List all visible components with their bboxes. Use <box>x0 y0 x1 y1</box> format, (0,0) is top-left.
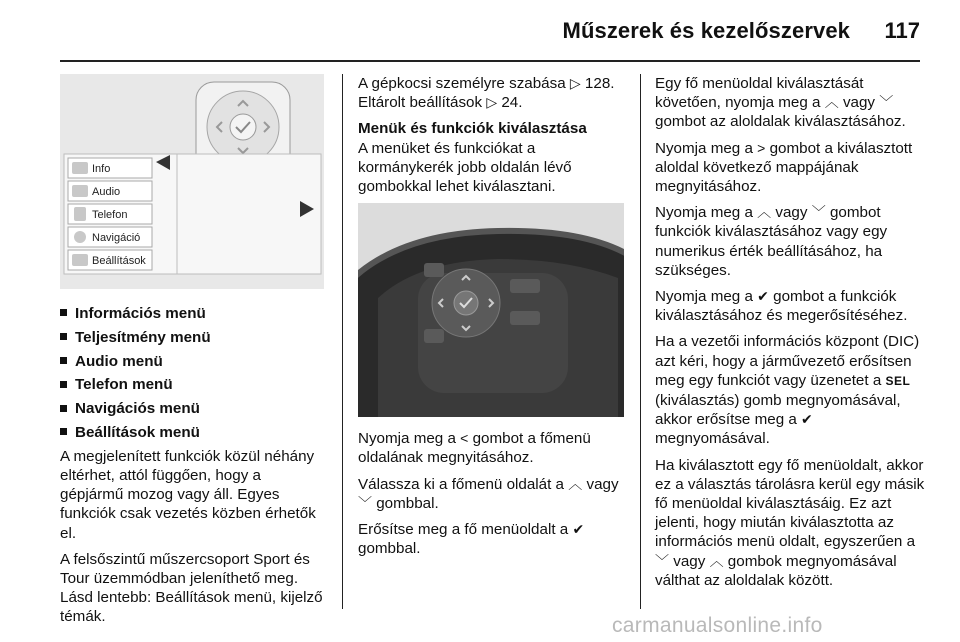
paragraph: Nyomja meg a ︿ vagy ﹀ gombot funkciók kiválasztásához vagy egy numerikus érték beállításához, ha szükséges. <box>655 204 888 279</box>
chevron-right-icon: > <box>757 139 766 156</box>
page-title: Műszerek és kezelőszervek <box>562 18 850 43</box>
menu-bullet-list <box>60 304 328 447</box>
paragraph: Válassza ki a főmenü oldalát a ︿ vagy ﹀ gombbal. <box>358 475 619 512</box>
header-rule <box>60 60 920 62</box>
list-item: Navigációs menü <box>60 399 328 423</box>
steering-wheel-figure <box>358 203 624 417</box>
car-icon <box>72 162 88 174</box>
display-menu-list <box>68 158 152 270</box>
list-item: Audio menü <box>60 352 328 376</box>
page-header <box>0 0 960 62</box>
column-2 <box>358 74 626 565</box>
list-item: Telefon menü <box>60 375 328 399</box>
paragraph: Ha a vezetői információs központ (DIC) azt kéri, hogy a járművezető erősítsen meg egy funkciót vagy üzenetet a SEL (kiválasztás) gomb megnyomásával, akkor erősítse meg a ✔ megnyomásával. <box>655 333 920 448</box>
paragraph: Nyomja meg a < gombot a főmenü oldalának megnyitásához. <box>358 430 591 467</box>
section-heading: Menük és funkciók kiválasztása <box>358 120 587 138</box>
column-3 <box>655 74 925 597</box>
menu-label: Audio <box>92 186 121 198</box>
column-1 <box>60 74 328 634</box>
paragraph: Nyomja meg a ✔ gombot a funkciók kiválasztásához és megerősítéséhez. <box>655 288 908 325</box>
checkmark-icon: ✔ <box>572 521 585 538</box>
phone-icon <box>74 207 86 221</box>
paragraph: Nyomja meg a > gombot a kiválasztott aloldal következő mappájának megnyitásához. <box>655 139 913 196</box>
settings-icon <box>72 254 88 266</box>
paragraph: Erősítse meg a fő menüoldalt a ✔ gombbal. <box>358 521 585 558</box>
reference-arrow-icon: ▷ <box>486 94 498 111</box>
checkmark-icon: ✔ <box>757 288 769 305</box>
paragraph: A menüket és funkciókat a kormánykerék jobb oldalán lévő gombokkal lehet kiválasztani. <box>358 139 572 196</box>
chevron-down-icon: ﹀ <box>879 94 894 111</box>
display-menu-figure <box>60 74 324 289</box>
list-item: Beállítások menü <box>60 423 328 447</box>
paragraph: Ha kiválasztott egy fő menüoldalt, akkor ez a választás tárolásra kerül egy másik fő menüoldal kiválasztásáig. Ez azt jelenti, hogy miután kiválasztotta az információs menü oldalt, egyszerűen a ﹀ vagy ︿ gombok megnyomásával válthat az aloldalak között. <box>655 456 925 589</box>
paragraph: A megjelenített funkciók közül néhány eltérhet, attól függően, hogy a gépjármű mozog vagy áll. Egyes funkciók csak vezetés közben érhetők el. <box>60 447 316 542</box>
chevron-down-icon: ﹀ <box>358 494 372 511</box>
chevron-up-icon: ︿ <box>568 475 583 492</box>
menu-label: Navigáció <box>92 232 141 244</box>
list-item: Teljesítmény menü <box>60 328 328 352</box>
page-number: 117 <box>884 18 920 43</box>
reference-arrow-icon: ▷ <box>569 75 581 91</box>
chevron-up-icon: ︿ <box>824 94 839 111</box>
menu-label: Info <box>92 163 111 175</box>
chevron-left-icon: < <box>460 430 469 447</box>
paragraph: A felsőszintű műszercsoport Sport és Tour üzemmódban jeleníthető meg. Lásd lentebb: Beállítások menü, kijelző témák. <box>60 550 323 626</box>
chevron-up-icon: ︿ <box>709 552 724 569</box>
column-divider-2 <box>640 74 641 609</box>
paragraph: Egy fő menüoldal kiválasztását követően, nyomja meg a ︿ vagy ﹀ gombot az aloldalak kiválasztásához. <box>655 75 906 131</box>
list-item: Információs menü <box>60 304 328 328</box>
paragraph: A gépkocsi személyre szabása ▷ 128. Eltárolt beállítások ▷ 24. <box>358 75 615 112</box>
menu-label: Beállítások <box>92 255 146 267</box>
chevron-up-icon: ︿ <box>757 204 772 221</box>
chevron-down-icon: ﹀ <box>811 204 826 221</box>
chevron-down-icon: ﹀ <box>655 552 669 569</box>
watermark: carmanualsonline.info <box>612 614 823 637</box>
sel-label: SEL <box>885 373 911 388</box>
globe-icon <box>74 231 86 243</box>
menu-label: Telefon <box>92 209 128 221</box>
music-icon <box>72 185 88 197</box>
column-divider-1 <box>342 74 343 609</box>
checkmark-icon: ✔ <box>801 411 813 428</box>
